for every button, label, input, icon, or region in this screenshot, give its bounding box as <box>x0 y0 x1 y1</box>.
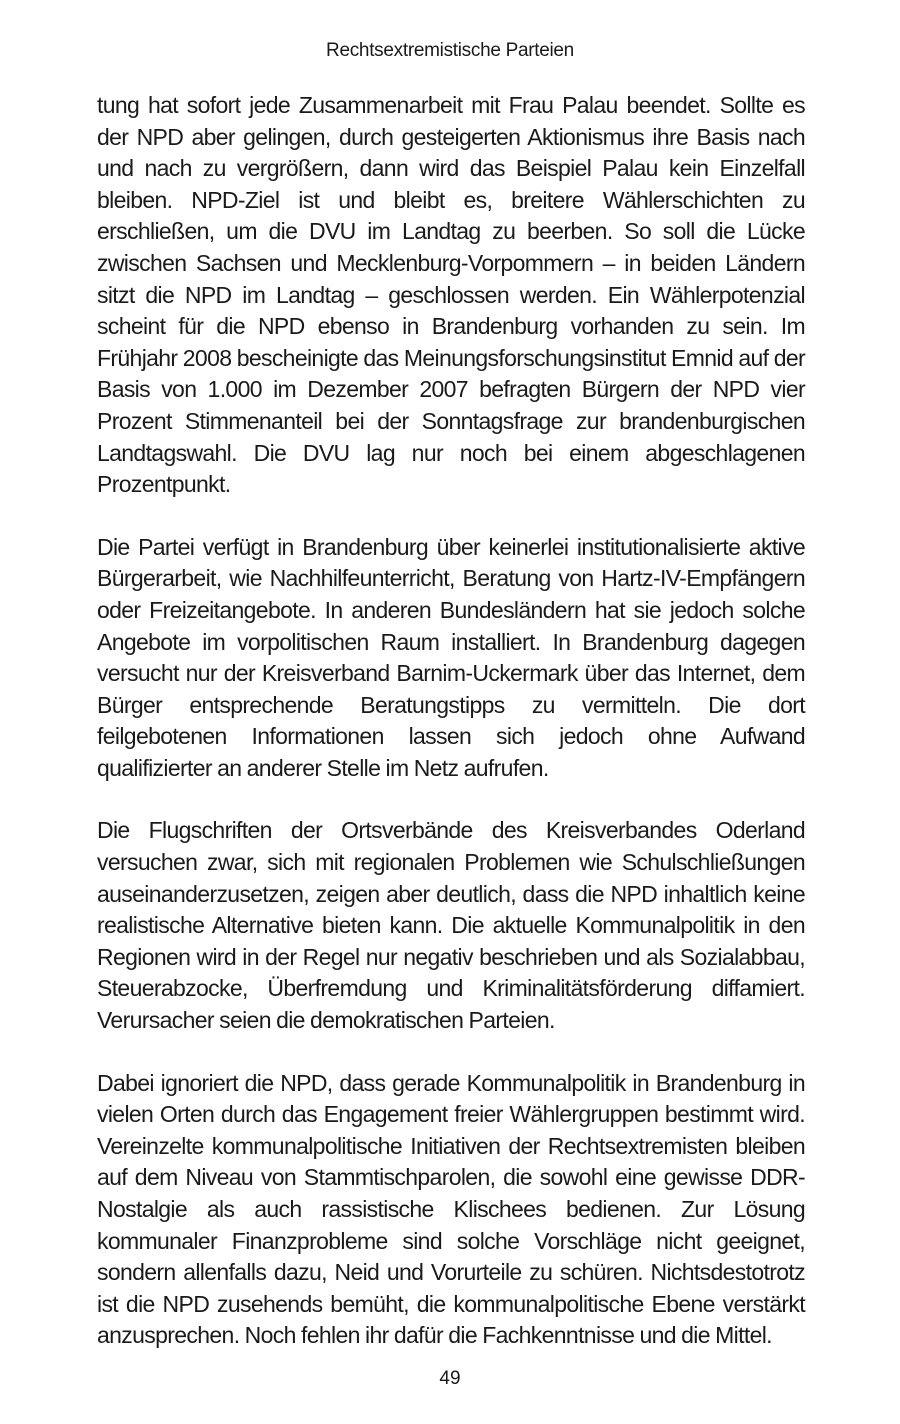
paragraph-3: Die Flugschriften der Ortsverbände des Kreisverbandes Oderland versuchen zwar, sich mit regionalen Problemen wie Schulschließungen auseinanderzusetzen, zeigen aber deutlich, dass die NPD inhaltlich keine realistische Alternative bieten kann. Die aktuelle Kommunalpolitik in den Regionen wird in der Regel nur negativ beschrieben und als Sozialabbau, Steuerabzocke, Überfremdung und Kriminalitätsförderung diffamiert. Verursacher seien die demokratischen Parteien. <box>97 817 805 1034</box>
running-header-title: Rechtsextremistische Parteien <box>326 40 574 61</box>
body-text <box>97 90 805 1383</box>
page-number: 49 <box>439 1368 461 1389</box>
paragraph-2: Die Partei verfügt in Brandenburg über keinerlei institutionalisierte aktive Bürgerarbeit, wie Nachhilfeunterricht, Beratung von Hartz-IV-Empfängern oder Freizeitangebote. In anderen Bundesländern hat sie jedoch solche Angebote im vorpolitischen Raum installiert. In Brandenburg dagegen versucht nur der Kreisverband Barnim-Uckermark über das Internet, dem Bürger entsprechende Beratungstipps zu vermitteln. Die dort feilgebotenen Informationen lassen sich jedoch ohne Aufwand qualifizierter an anderer Stelle im Netz aufrufen. <box>97 533 805 781</box>
paragraph-4: Dabei ignoriert die NPD, dass gerade Kommunalpolitik in Brandenburg in vielen Orten durch das Engagement freier Wählergruppen bestimmt wird. Vereinzelte kommunalpolitische Initiativen der Rechtsextremisten bleiben auf dem Niveau von Stammtischparolen, die sowohl eine gewisse DDR-Nostalgie als auch rassistische Klischees bedienen. Zur Lösung kommunaler Finanzprobleme sind solche Vorschläge nicht geeignet, sondern allenfalls dazu, Neid und Vorurteile zu schüren. Nichtsdestotrotz ist die NPD zusehends bemüht, die kommunalpolitische Ebene verstärkt anzusprechen. Noch fehlen ihr dafür die Fachkenntnisse und die Mittel. <box>97 1069 805 1349</box>
paragraph-1: tung hat sofort jede Zusammenarbeit mit Frau Palau beendet. Sollte es der NPD aber gelingen, durch gesteigerten Aktionismus ihre Basis nach und nach zu vergrößern, dann wird das Beispiel Palau kein Einzelfall bleiben. NPD-Ziel ist und bleibt es, breitere Wählerschichten zu erschließen, um die DVU im Landtag zu beerben. So soll die Lücke zwischen Sachsen und Mecklenburg-Vorpommern – in beiden Ländern sitzt die NPD im Landtag – geschlossen werden. Ein Wählerpotenzial scheint für die NPD ebenso in Brandenburg vorhanden zu sein. Im Frühjahr 2008 bescheinigte das Meinungsforschungsinstitut Emnid auf der Basis von 1.000 im Dezember 2007 befragten Bürgern der NPD vier Prozent Stimmenanteil bei der Sonntagsfrage zur brandenburgischen Landtagswahl. Die DVU lag nur noch bei einem abgeschlagenen Prozentpunkt. <box>97 92 805 498</box>
